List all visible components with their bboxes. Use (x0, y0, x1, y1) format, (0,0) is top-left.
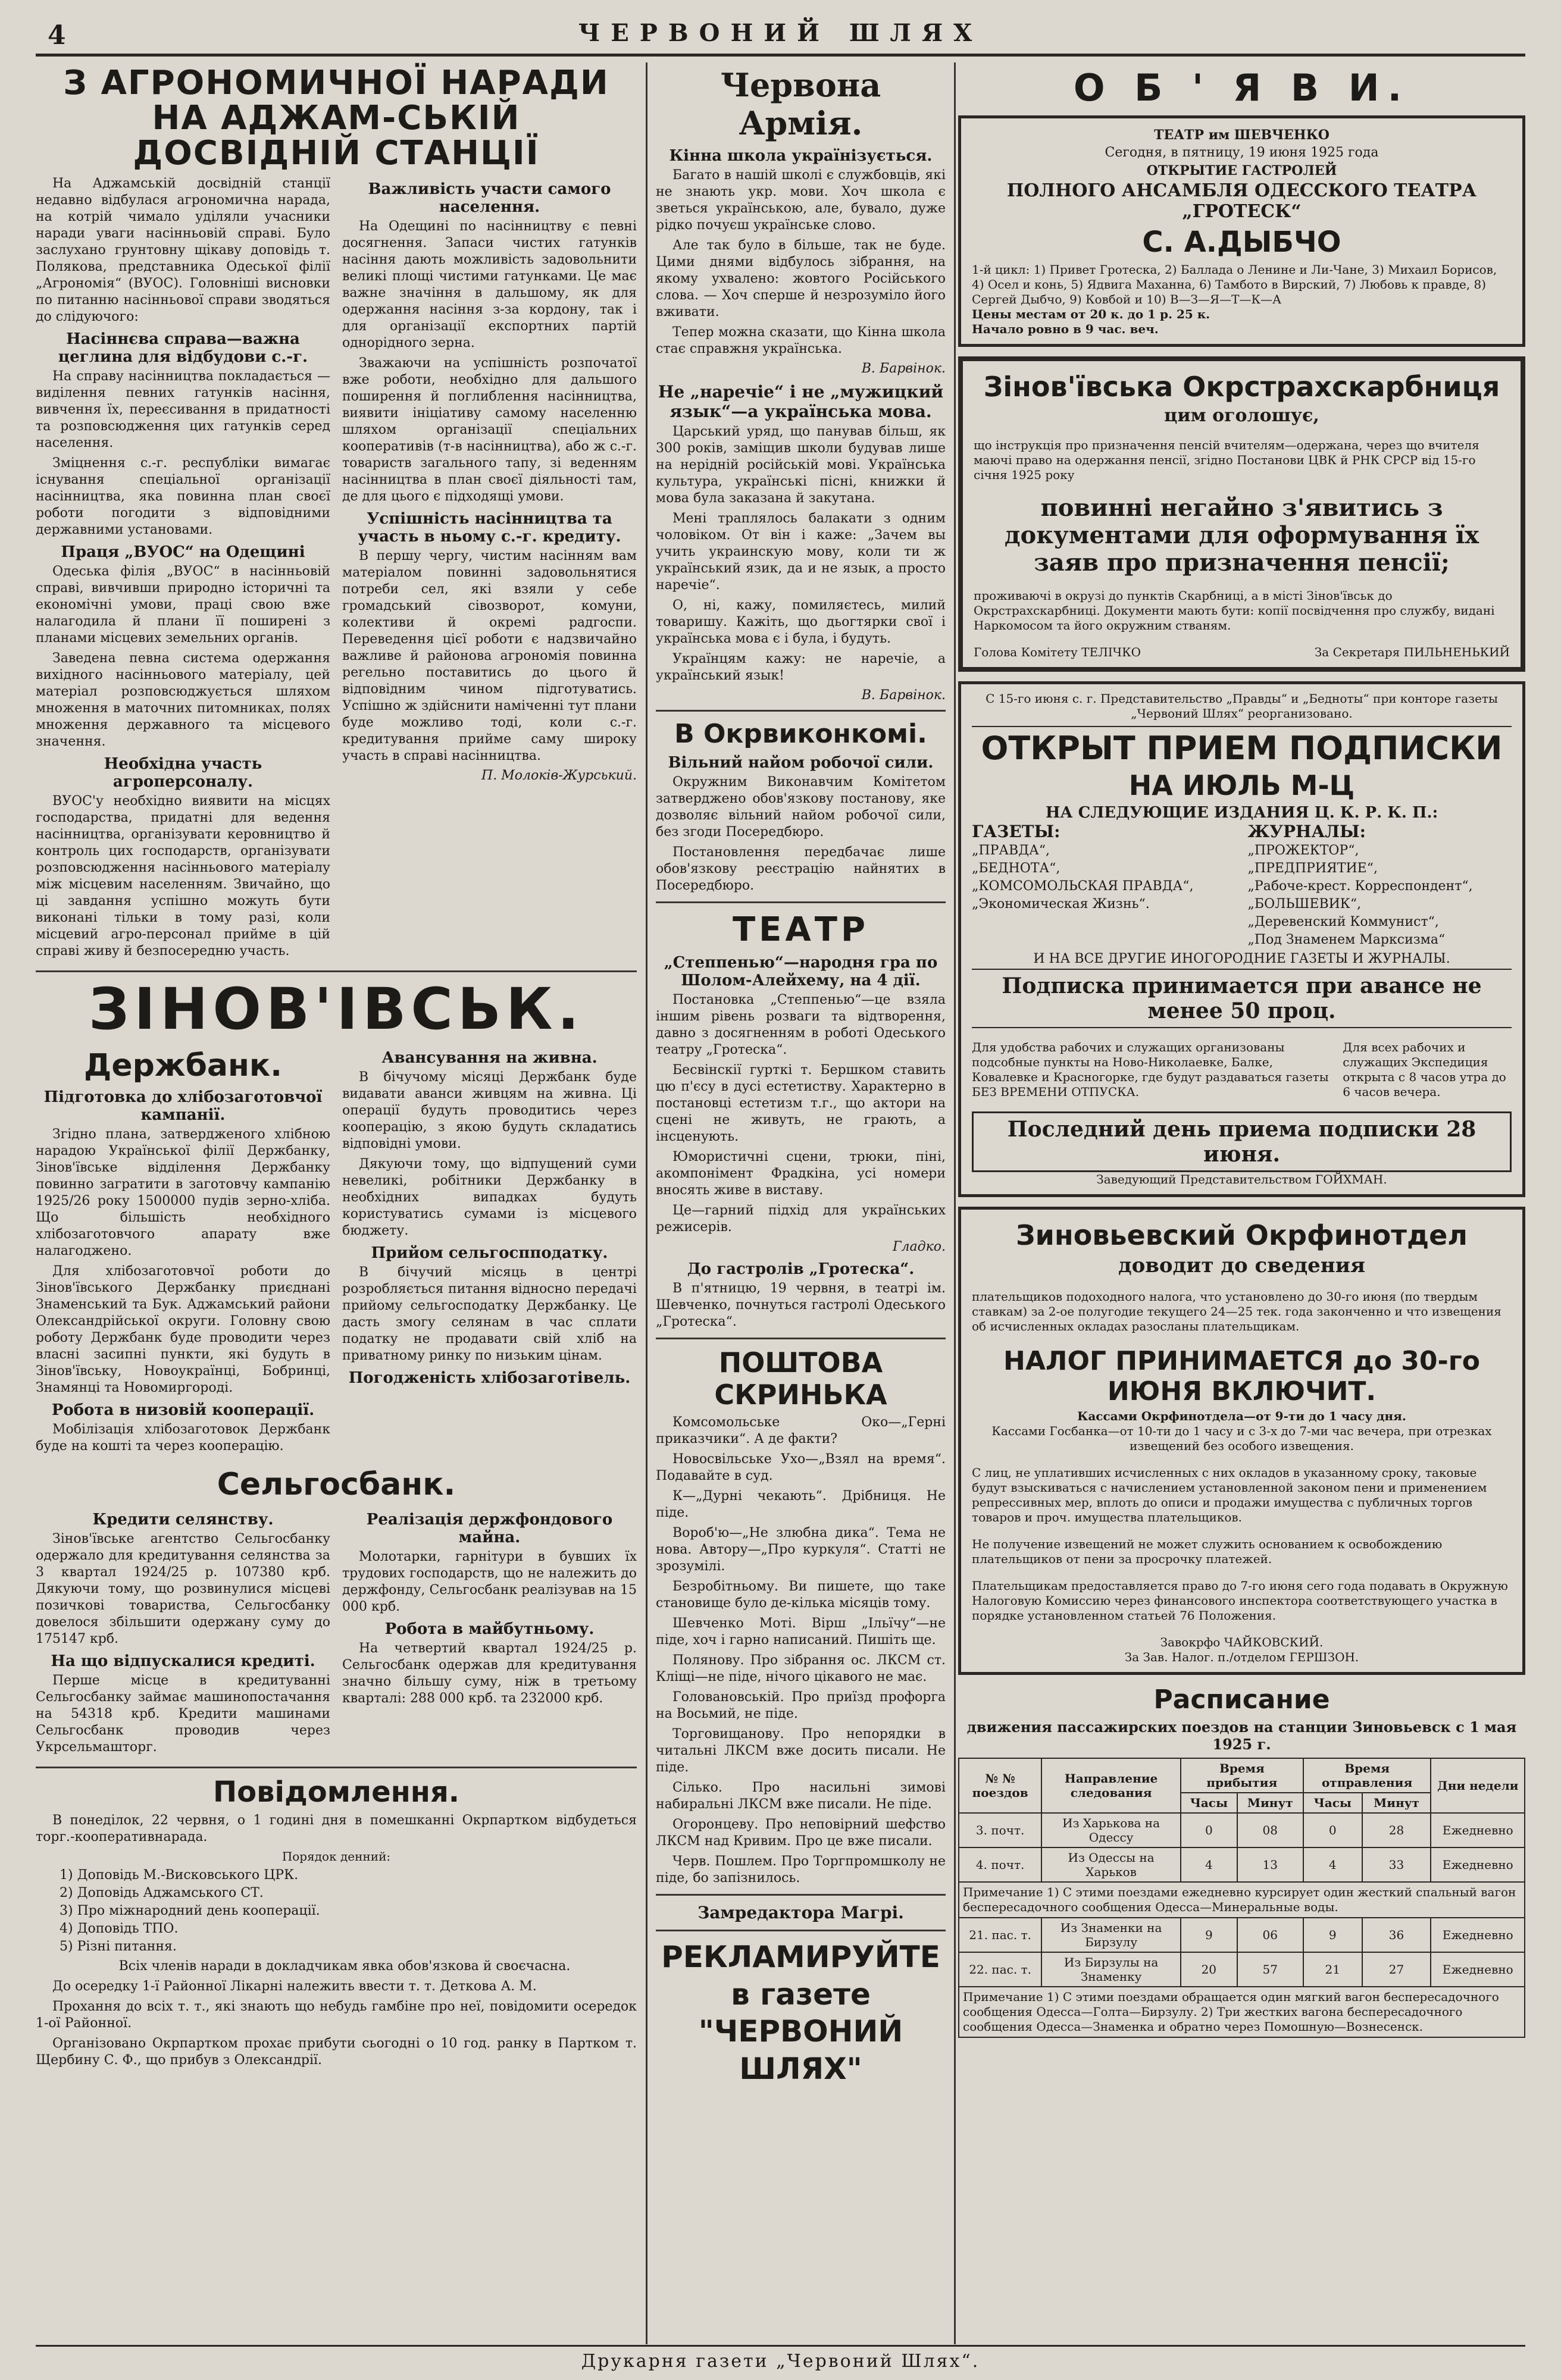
finotdel-cash-desks: Кассами Окрфинотдела—от 9-ти до 1 часу дня. (1077, 1409, 1406, 1423)
table-note: Примечание 1) С этими поездами обращается один мягкий вагон беспересадочного сообщения Одесса—Голта—Бирзулу. 2) Три жестких вагона беспересадочного сообщения Одесса—Знаменка и обратно через Помошную—Вознесенск. (959, 1987, 1525, 2037)
strakh-call: повинні негайно з'явитись з документами для оформування їх заяв про призначення пенсії; (1004, 494, 1479, 577)
table-cell: 21 (1303, 1952, 1362, 1987)
col-header: Время прибытия (1181, 1758, 1303, 1793)
table-note-row (959, 1882, 1525, 1918)
theatre-review-para: Це—гарний підхід для українських режисерів. (656, 1203, 946, 1235)
finotdel-cash-desks-2: Кассами Госбанка—от 10-ти до 1 часу и с 3-х до 7-ми час вечера, при отрезках извещений без особого извещения. (991, 1424, 1492, 1453)
table-cell: 36 (1362, 1918, 1431, 1952)
agro-para: Зміцнення с.-г. республіки вимагає існування спеціальної організації насінництва, яка повинна план своєї роботи погодити з відповідними державними установами. (36, 456, 330, 538)
selgos-para: На четвертий квартал 1924/25 р. Сельгосбанк одержав для кредитування значно більшу суму, ніж в третьому кварталі: 288 000 крб. та 232000 крб. (342, 1641, 637, 1706)
table-header-row (959, 1758, 1525, 1793)
col-subheader: Часы (1303, 1793, 1362, 1813)
zinovievsk-title: ЗІНОВ'ІВСЬК. (89, 976, 584, 1043)
ads-title: О Б ' Я В И. (1073, 66, 1410, 109)
strakh-title: Зінов'ївська Окрстрахскарбниця (983, 371, 1500, 403)
pravda-notice: С 15-го июня с. г. Представительство „Правды“ и „Бедноты“ при конторе газеты „Червоний Шлях“ реорганизовано. (972, 691, 1512, 727)
advertise-promo: РЕКЛАМИРУЙТЕ в газете "ЧЕРВОНИЙ ШЛЯХ" (661, 1940, 940, 2086)
subscription-lists (972, 822, 1512, 950)
finotdel-title: Зиновьевский Окрфинотдел (1016, 1219, 1468, 1251)
theatre-ad (958, 115, 1525, 347)
col-header: Дни недели (1431, 1758, 1525, 1813)
mailbox-item: Шевченко Моті. Вірш „Ільїчу“—не піде, хоч і гарно написаний. Пишіть ще. (656, 1616, 946, 1648)
table-cell: 0 (1181, 1813, 1237, 1847)
table-cell: Из Харькова на Одессу (1041, 1813, 1181, 1847)
table-cell: Из Бирзулы на Знаменку (1041, 1952, 1181, 1987)
subscription-advance: Подписка принимается при авансе не менее 50 проц. (972, 969, 1512, 1028)
agro-subhead: Необхідна участь агроперсоналу. (104, 755, 262, 791)
agro-para: На Аджамській досвідній станції недавно відбулася агрономична нарада, на котрій чимало уділяли учасники наради уваги насінньовій справі. Було заслухано грунтовну щікаву доповідь т. Полякова, представника Одеської філії „Агрономія“ (ВУОС). Головніші висновки по питанню насінньової справи зводяться до слідуючого: (36, 176, 330, 325)
divider (656, 901, 946, 903)
divider (656, 1894, 946, 1896)
agenda-item: 4) Доповідь ТПО. (60, 1921, 179, 1937)
derzhbank-para: Мобілізація хлібозаготовок Держбанк буде на кошті та через кооперацію. (36, 1422, 330, 1454)
agro-signature: П. Молоків-Журський. (481, 768, 637, 784)
agenda-list (60, 1867, 637, 1956)
derzhbank-subhead: Прийом сельгоспподатку. (371, 1244, 608, 1263)
newspaper-item: „БЕДНОТА“, (972, 861, 1061, 876)
subscription-details (972, 1028, 1512, 1111)
announcement-tail: Організовано Окрпартком прохає прибути сьогодні о 10 год. ранку в Партком т. Щербину С. Ф., що прибув з Олександрії. (36, 2036, 637, 2068)
agro-subhead: Важливість участи самого населення. (368, 180, 611, 217)
journal-item: „ПРОЖЕКТОР“, (1247, 843, 1359, 858)
agro-subhead: Праця „ВУОС“ на Одещині (61, 543, 305, 562)
grotesk-para: В п'ятницю, 19 червня, в театрі ім. Шевченко, почнуться гастролі Одеського „Гротеска“. (656, 1281, 946, 1329)
subscription-other: И НА ВСЕ ДРУГИЕ ИНОГОРОДНИЕ ГАЗЕТЫ И ЖУРНАЛЫ. (1033, 951, 1450, 966)
table-row (959, 1847, 1525, 1882)
agenda-item: 2) Доповідь Аджамського СТ. (60, 1886, 264, 1901)
army-subhead: Кінна школа українізується. (669, 147, 933, 165)
col-subheader: Минут (1362, 1793, 1431, 1813)
theatre-troupe: ПОЛНОГО АНСАМБЛЯ ОДЕССКОГО ТЕАТРА „ГРОТЕСК“ (1006, 180, 1477, 222)
col-header: № № поездов (959, 1758, 1041, 1813)
table-cell: Ежедневно (1431, 1847, 1525, 1882)
mailbox-item: Безробітньому. Ви пишете, що таке становище було де-кілька місяців тому. (656, 1579, 946, 1611)
subscription-editions: НА СЛЕДУЮЩИЕ ИЗДАНИЯ Ц. К. Р. К. П.: (1045, 804, 1438, 822)
selgos-para: Перше місце в кредитуванні Сельгосбанку займає машинопостачання на 54318 крб. Кредити машинами Сельгосбанк проводив через Укрсельмашторг. (36, 1673, 330, 1755)
table-row (959, 1813, 1525, 1847)
theatre-review-signature: Гладко. (892, 1239, 946, 1254)
agro-article-body (36, 176, 637, 963)
theatre-review-title: ТЕАТР (732, 910, 869, 949)
mailbox-item: Сілько. Про насильні зимові набиральні ЛКСМ вже писали. Не піде. (656, 1780, 946, 1812)
derzhbank-subhead: Авансування на живна. (381, 1049, 598, 1067)
divider (656, 1338, 946, 1339)
derzhbank-para: Згідно плана, затвердженого хлібною нарадою Української філії Держбанку, Зінов'ївське відділення Держбанку повинно загратити в заготовчу кампанію 1925/26 року 1500000 пудів зерно-хліба. Що більшість необхідного хлібозаготовчого апарату вже налагоджено. (36, 1127, 330, 1259)
table-cell: Ежедневно (1431, 1918, 1525, 1952)
table-note: Примечание 1) С этими поездами ежедневно курсирует один жесткий спальный вагон беспересадочного сообщения Одесса—Минеральные воды. (959, 1882, 1525, 1918)
table-cell: Ежедневно (1431, 1952, 1525, 1987)
newspaper-item: „Экономическая Жизнь“. (972, 897, 1150, 912)
selgosbank-title: Сельгосбанк. (217, 1467, 456, 1503)
theatre-review-para: Бесвінскії гурткі т. Бершком ставить цю п'єсу в дусі естетиству. Характерно в постановці естетизм т.г., що актори на сцені не живуть, не грають, а інсценують. (656, 1063, 946, 1144)
left-column (36, 62, 637, 2344)
finotdel-deadline: НАЛОГ ПРИНИМАЕТСЯ до 30-го ИЮНЯ ВКЛЮЧИТ. (1003, 1346, 1480, 1407)
printer-footer: Друкарня газети „Червоний Шлях“. (36, 2345, 1525, 2375)
mailbox-item: Огоронцеву. Про неповірний шефство ЛКСМ над Кривим. Про це вже писали. (656, 1817, 946, 1849)
col-header: Время отправления (1303, 1758, 1431, 1793)
narechie-para: Царський уряд, що панував більш, як 300 років, заміщив школи будував лише на нерідній російській мові. Українська культура, українські піснi, книжки й мова була заказана й закутана. (656, 424, 946, 506)
subscription-month: НА ИЮЛЬ М-Ц (1128, 769, 1355, 801)
strakh-signatures (974, 645, 1510, 660)
agro-para: На Одещині по насінництву є певні досягнення. Запаси чистих гатунків насіння дають можливість задовольнити великі площі чистими гатунками. Це має важне значіння в дальшому, як для одержання насіння з-за кордону, так і для організації експортних партій однорідного зерна. (342, 219, 637, 351)
selgos-subhead: Кредити селянству. (92, 1511, 274, 1529)
okrvykonkom-para: Окружним Виконавчим Комітетом затверджено обов'язкову постанову, яке дозволяє вільний найом робочої сили, без згоди Посередбюро. (656, 775, 946, 840)
theatre-date: Сегодня, в пятницу, 19 июня 1925 года (1105, 145, 1379, 160)
finotdel-para: С лиц, не уплативших исчисленных с них окладов в указанному сроку, таковые будут взыскиваться с начислением установленной законом пени и применением репрессивных мер, вплоть до описи и продажи имущества с публичных торгов товаров и проч. имущества плательщиков. (972, 1465, 1487, 1524)
table-cell: Из Одессы на Харьков (1041, 1847, 1181, 1882)
table-cell: Ежедневно (1431, 1813, 1525, 1847)
mailbox-item: Комсомольське Око—„Герні приказчики“. А де факти? (656, 1415, 946, 1446)
journal-item: „Под Знаменем Марксизма“ (1247, 932, 1446, 947)
theatre-review-subhead: „Степпенью“—народня гра по Шолом-Алейхему, на 4 дії. (664, 954, 938, 989)
table-cell: 3. почт. (959, 1813, 1041, 1847)
okrvykonkom-subhead: Вільний найом робочої сили. (668, 754, 934, 772)
journal-item: „БОЛЬШЕВИК“, (1247, 897, 1362, 912)
agro-para: В першу чергу, чистим насінням вам матеріалом повинні задовольнятися потреби сел, які взяли у себе громадський сівозворот, комуни, колективи й окремі радгоспи. Переведення цієї роботи є надзвичайно важливе й районова агрономія повинна регельно поставитись до цього й відповідним чином підготуватись. Успішно ж здійснити наміченні тут плани буде можливо тоді, коли с.-г. кредитування прийме саму широку участь в справі насінництва. (342, 549, 637, 764)
masthead (36, 12, 1525, 57)
table-cell: 4 (1303, 1847, 1362, 1882)
agro-para: Зважаючи на успішність розпочатої вже роботи, необхідно для дальшого поширення й поглиблення насінництва, виявити ініціативу самому населенню шляхом організації спеціальних кооперативів (т-в насінництва), або ж с.-г. товариств загального тапу, зі веденням насінництва в план своєї діяльності там, де для цього є підходящі умови. (342, 356, 637, 505)
selgos-para: Зінов'ївське агентство Сельгосбанку одержало для кредитування селянства за 3 квартал 1924/25 р. 107380 крб. Дякуючи тому, що розвинулися місцеві позичкові товариства, Сельгосбанку довелося збільшити одержану суму до 175147 крб. (36, 1532, 330, 1647)
subscription-hours: Для всех рабочих и служащих Экспедиция открыта с 8 часов утра до 6 часов вечера. (1343, 1040, 1506, 1099)
okrvykonkom-para: Постановлення передбачає лише обов'язкову реєстрацію найнятих в Посередбюро. (656, 845, 946, 893)
derzhbank-para: Для хлібозаготовчої роботи до Зінов'ївського Держбанку приєднані Знаменський та Бук. Аджамський райони Олександрійської округи. Головну свою роботу Держбанк буде проводити через власні засипні пункти, які будуть в Зінов'ївську, Новоукраїнці, Бобринці, Знамянці та Новомиргороді. (36, 1264, 330, 1396)
agro-subhead: Насіннєва справа—важна цеглина для відбудови с.-г. (58, 330, 308, 367)
middle-column (646, 62, 956, 2344)
strakh-body: що інструкція про призначення пенсій вчителям—одержана, через що вчителя маючі право на одержання пенсії, згідно Постанови ЦВК й РНК СРСР від 15-го січня 1925 року (974, 438, 1479, 482)
table-cell: 06 (1237, 1918, 1303, 1952)
subscription-title: ОТКРЫТ ПРИЕМ ПОДПИСКИ (981, 729, 1503, 767)
mailbox-item: Торговищанову. Про непорядки в читальні ЛКСМ вже досить писали. Не піде. (656, 1727, 946, 1775)
narechie-para: Мені траплялось балакати з одним чоловіком. От він і каже: „Зачем вы учить украинскую мову, коли ти ж український язик, да и не язык, а просто наречіе“. (656, 511, 946, 593)
finotdel-sign-tax: За Зав. Налог. п./отделом ГЕРШЗОН. (1124, 1650, 1359, 1664)
schedule-subtitle: движения пассажирских поездов на станции Зиновьевск с 1 мая 1925 г. (966, 1718, 1517, 1753)
divider (656, 710, 946, 712)
agro-para: На справу насінництва покладається — виділення певних гатунків насіння, вивчення їх, переєсивання в придатності та розповсюдження цих гатунків серед населення. (36, 369, 330, 451)
selgos-subhead: Реалізація держфондового майна. (366, 1511, 613, 1547)
divider (36, 1767, 637, 1768)
grotesk-subhead: До гастролів „Гротеска“. (687, 1260, 915, 1278)
strakh-sign-secretary: За Секретаря ПИЛЬНЕНЬКИЙ (1314, 645, 1510, 659)
table-row (959, 1918, 1525, 1952)
announcement-intro: В понеділок, 22 червня, о 1 годині дня в помешканні Окрпартком відбудеться торг.-кооперативнарада. (36, 1813, 637, 1845)
agenda-item: 5) Різні питання. (60, 1939, 177, 1955)
journal-item: „Деревенский Коммунист“, (1247, 915, 1439, 929)
theatre-program: 1-й цикл: 1) Привет Гротеска, 2) Баллада о Ленине и Ли-Чане, 3) Михаил Борисов, 4) Осел и конь, 5) Ядвига Маханна, 6) Тамбото в Вирский, 7) Любовь к правде, 8) Сергей Дыбчо, 9) Ковбой и 10) В—З—Я—Т—К—А (972, 262, 1497, 306)
derzhbank-para: В бічучий місяць в центрі розробляється питання відносно передачі прийому сельгосподатку Держбанку. Це дасть змогу селянам в час сплати податку не продавати свій хліб на приватному ринку по низьким цінам. (342, 1265, 637, 1364)
table-cell: 4 (1181, 1847, 1237, 1882)
finotdel-subtitle: доводит до сведения (1118, 1254, 1366, 1277)
derzhbank-para: Дякуючи тому, що відпущений суми невеликі, робітники Держбанку в необхідних випадках будуть користуватись сумами із місцевого бюджету. (342, 1157, 637, 1239)
editor-credit: Замредактора Магрі. (697, 1903, 904, 1922)
derzhbank-subhead: Підготовка до хлібозаготовчої кампанії. (43, 1088, 323, 1125)
newspaper-item: „КОМСОМОЛЬСКАЯ ПРАВДА“, (972, 879, 1194, 894)
table-row (959, 1952, 1525, 1987)
derzhbank-subhead: Погодженість хлібозаготівель. (348, 1369, 631, 1388)
mailbox-item: К—„Дурні чекають“. Дрібниця. Не піде. (656, 1489, 946, 1520)
right-column (958, 62, 1525, 2344)
newspaper-item: „ПРАВДА“, (972, 843, 1050, 858)
announcement-tail: До осередку 1-ї Районної Лікарні належить ввести т. т. Деткова А. М. (52, 1979, 537, 1994)
theatre-start: Начало ровно в 9 час. веч. (972, 322, 1159, 336)
mailbox-item: Головановській. Про приїзд профорга на Восьмий, не піде. (656, 1690, 946, 1721)
bank-section (36, 1044, 637, 1458)
mailbox-item: Черв. Пошлем. Про Торгпромшколу не піде, бо запізнилось. (656, 1854, 946, 1886)
okrvykonkom-title: В Окрвиконкомі. (674, 719, 927, 749)
train-schedule-table (958, 1758, 1525, 2038)
announcement-tail: Прохання до всіх т. т., які знають що небудь гамбіне про неї, повідомити осередок 1-ої Районної. (36, 1999, 637, 2031)
journal-item: „ПРЕДПРИЯТИЕ“, (1247, 861, 1378, 876)
divider (656, 1930, 946, 1931)
finotdel-sign-head: Завокрфо ЧАЙКОВСКИЙ. (1160, 1635, 1324, 1649)
table-cell: 33 (1362, 1847, 1431, 1882)
finotdel-body: плательщиков подоходного налога, что установлено до 30-го июня (по твердым ставкам) за 2-ое полугодие текущего 24—25 тек. года законченно и что извещения об исчисленных окладах разосланы плательщикам. (972, 1289, 1501, 1333)
strakh-sign-head: Голова Комітету ТЕЛІЧКО (974, 645, 1141, 659)
army-para: Але так було в більше, так не буде. Цими днями відбулось зібрання, на якому ухвалено: жовтого Російського слова. — Хоч сперше й незрозуміло його вживати. (656, 238, 946, 320)
agro-para: Заведена певна система одержання вихідного насінньового матеріалу, цей матеріал розповсюджується шляхом множення в маточних питомниках, полях множення державного та місцевого значення. (36, 651, 330, 750)
table-cell: 28 (1362, 1813, 1431, 1847)
table-cell: 4. почт. (959, 1847, 1041, 1882)
selgos-para: Молотарки, гарнітури в бувших їх трудових господарств, що не належить до держфонду, Сельгосбанк реалізував на 15 000 крб. (342, 1549, 637, 1615)
table-cell: 57 (1237, 1952, 1303, 1987)
subscription-last-day: Последний день приема подписки 28 июня. (972, 1111, 1512, 1172)
paper-title: ЧЕРВОНИЙ ШЛЯХ (578, 18, 983, 47)
table-cell: 9 (1181, 1918, 1237, 1952)
table-note-row (959, 1987, 1525, 2037)
agenda-label: Порядок денний: (281, 1849, 391, 1864)
table-cell: 9 (1303, 1918, 1362, 1952)
col-subheader: Часы (1181, 1793, 1237, 1813)
mailbox-item: Новосвільське Ухо—„Взял на время“. Подавайте в суд. (656, 1452, 946, 1483)
agenda-item: 1) Доповідь М.-Висковського ЦРК. (60, 1868, 299, 1883)
army-para: Тепер можна сказати, що Кінна школа стає справжня українська. (656, 325, 946, 356)
table-cell: Из Знаменки на Бирзулу (1041, 1918, 1181, 1952)
strakh-subtitle: цим оголошує, (1164, 405, 1319, 426)
agro-para: ВУОС'у необхідно виявити на місцях господарства, придатні для ведення насінництва, організувати керовництво й контроль цих господарств, організувати розповсюдження насінньового матеріалу між місцевим населенням. Звичайно, що ці завдання успішно можуть бути виконані тільки в тому разі, коли місцевий агро-персонал прийме в цій справі живу й безпосередню участь. (36, 794, 330, 959)
newspapers-label: ГАЗЕТЫ: (972, 822, 1061, 841)
finotdel-ad (958, 1207, 1525, 1675)
subscription-signature: Заведующий Представительством ГОЙХМАН. (1096, 1172, 1387, 1186)
derzhbank-subhead: Робота в низовій кооперації. (51, 1401, 315, 1420)
col-header: Направление следования (1041, 1758, 1181, 1813)
selgos-subhead: На що відпускалися кредиті. (51, 1652, 315, 1671)
finotdel-para: Плательщикам предоставляется право до 7-го июня сего года подавать в Окружную Налоговую Комиссию через финансового инспектора соответствующего участка в порядке установленном статьей 76 Положения. (972, 1579, 1508, 1623)
theatre-prices: Цены местам от 20 к. до 1 р. 25 к. (972, 307, 1210, 321)
agro-subhead: Успішність насінництва та участь в ньому с.-г. кредиту. (358, 510, 621, 546)
narechie-para: О, ні, кажу, помиляєтесь, милий товаришу. Кажіть, що дьогтярки свої і українська мова є і була, і будуть. (656, 598, 946, 646)
theatre-review-para: Юмористичні сцени, трюки, піні, акомпонімент Фрадкіна, усі номери вносять живе в виставу. (656, 1150, 946, 1198)
strakh-ad (958, 356, 1525, 672)
selgos-subhead: Робота в майбутньому. (384, 1620, 595, 1639)
agro-para: Одеська філія „ВУОС“ в насінньовій справі, вивчивши природно історичні та економічні умови, праці свою вже налагодила й плани її поширені з планами місцевих земельних органів. (36, 564, 330, 646)
selgosbank-body (36, 1506, 637, 1759)
theatre-opening: ОТКРЫТИЕ ГАСТРОЛЕЙ (1146, 163, 1337, 178)
table-cell: 08 (1237, 1813, 1303, 1847)
table-cell: 20 (1181, 1952, 1237, 1987)
announcements-title: Повідомлення. (212, 1775, 460, 1809)
theatre-name: ТЕАТР им ШЕВЧЕНКО (1154, 127, 1329, 143)
theatre-review-para: Постановка „Степпенью“—це взяла іншим рівень розваги та відтворення, давно з досягненням в роботі Одеського театру „Гротеска“. (656, 992, 946, 1057)
journals-label: ЖУРНАЛЫ: (1247, 822, 1366, 841)
theatre-director: С. А.ДЫБЧО (1142, 226, 1341, 259)
schedule-title: Расписание (1153, 1684, 1330, 1715)
divider (36, 970, 637, 972)
table-cell: 27 (1362, 1952, 1431, 1987)
subscription-body: Для удобства рабочих и служащих организованы подсобные пункты на Ново-Николаевке, Балке, Ковалевке и Красногорке, где будут раздаваться газеты БЕЗ ВРЕМЕНИ ОТПУСКА. (972, 1040, 1329, 1099)
agro-article-title: З АГРОНОМИЧНОЇ НАРАДИ НА АДЖАМ-СЬКІЙ ДОСВІДНІЙ СТАНЦІЇ (63, 64, 609, 173)
army-signature: В. Барвінок. (861, 361, 946, 376)
table-cell: 13 (1237, 1847, 1303, 1882)
strakh-body-2: проживаючі в окрузі до пунктів Скарбниці, а в місті Зінов'ївськ до Окрстрахскарбниці. Документи мають бути: копії посвідчення про службу, видані Наркомосом та його окружним стваням. (974, 588, 1495, 632)
page-number: 4 (48, 20, 66, 51)
army-para: Багато в нашій школі є службовців, які не знають укр. мови. Хоч школа є зветься українською, але, бувало, дуже рідко почуєш українське слово. (656, 168, 946, 233)
narechie-signature: В. Барвінок. (861, 688, 946, 703)
mailbox-item: Полянову. Про зібрання ос. ЛКСМ ст. Кліщі—не піде, нічого цікавого не має. (656, 1653, 946, 1684)
finotdel-para: Не получение извещений не может служить основанием к освобождению плательщиков от пени за просрочку платежей. (972, 1537, 1443, 1566)
table-cell: 21. пас. т. (959, 1918, 1041, 1952)
derzhbank-para: В бічучому місяці Держбанк буде видавати аванси живцям на живна. Ці операції будуть проводитись через кооперацію, з якою будуть складатись відповідні умови. (342, 1070, 637, 1152)
table-cell: 0 (1303, 1813, 1362, 1847)
table-cell: 22. пас. т. (959, 1952, 1041, 1987)
mailbox-item: Вороб'ю—„Не злюбна дика“. Тема не нова. Автору—„Про куркуля“. Статті не зрозумілі. (656, 1526, 946, 1574)
journal-item: „Рабоче-крест. Корреспондент“, (1247, 879, 1473, 894)
mailbox-title: ПОШТОВА СКРИНЬКА (714, 1346, 887, 1411)
announcement-note: Всіх членів наради в докладчикам явка обов'язкова й своєчасна. (118, 1959, 571, 1974)
narechie-title: Не „наречіе“ і не „мужицкий язык“—а українська мова. (658, 382, 944, 421)
subscription-ad (958, 681, 1525, 1197)
narechie-para: Українцям кажу: не наречіе, а український язык! (656, 652, 946, 683)
agenda-item: 3) Про міжнародний день кооперації. (60, 1903, 320, 1919)
col-subheader: Минут (1237, 1793, 1303, 1813)
army-title: Червона Армія. (720, 66, 881, 142)
derzhbank-title: Держбанк. (84, 1048, 282, 1084)
